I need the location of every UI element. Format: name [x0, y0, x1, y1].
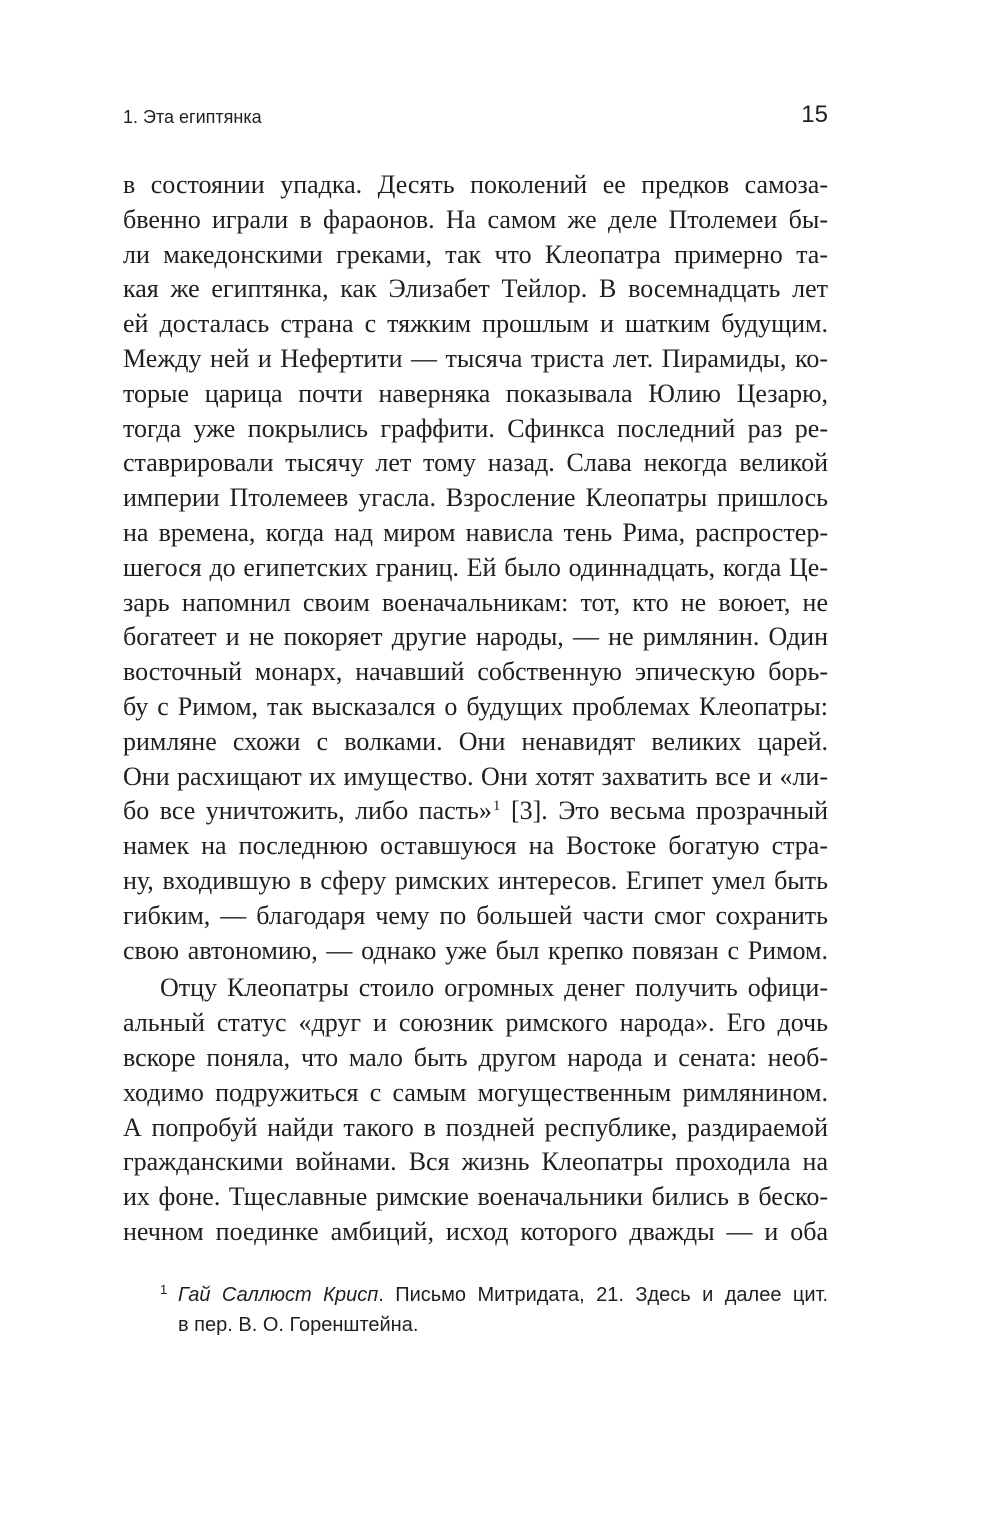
text-line: империи Птолемеев угасла. Взросление Клеопатры пришлось	[123, 483, 828, 513]
text-line: Отцу Клеопатры стоило огромных денег получить офици-	[160, 973, 828, 1003]
text-line: ли македонскими греками, так что Клеопатра примерно та-	[123, 239, 828, 269]
footnote-author: Гай Саллюст Крисп	[178, 1284, 379, 1306]
text-line: вскоре поняла, что мало быть другом народа и сената: необ-	[123, 1042, 828, 1072]
footnote-text: . Письмо Митридата, 21. Здесь и далее цит.	[378, 1284, 829, 1306]
text-line: их фоне. Тщеславные римские военачальники бились в беско-	[123, 1182, 828, 1212]
text-line: римляне схожи с волками. Они ненавидят великих царей.	[123, 726, 828, 756]
text-line: гибким, — благодаря чему по большей части смог сохранить	[123, 900, 828, 930]
text-line: Они расхищают их имущество. Они хотят захватить все и «ли-	[123, 761, 828, 791]
text-line: восточный монарх, начавший собственную эпическую борь-	[123, 657, 828, 687]
text-line: бу с Римом, так высказался о будущих проблемах Клеопатры:	[123, 691, 828, 721]
text-line: ставрировали тысячу лет тому назад. Слава некогда великой	[123, 448, 828, 478]
text-line: ходимо подружиться с самым могущественным римлянином.	[123, 1077, 828, 1107]
text-line: гражданскими войнами. Вся жизнь Клеопатры проходила на	[123, 1147, 828, 1177]
text-line: в состоянии упадка. Десять поколений ее предков самоза-	[123, 170, 828, 199]
footnote	[160, 1280, 828, 1340]
chapter-running-head: 1. Эта египтянка	[123, 107, 262, 127]
text-line: торые царица почти наверняка показывала Юлию Цезарю,	[123, 378, 828, 408]
text-line: ну, входившую в сферу римских интересов. Египет умел быть	[123, 865, 828, 895]
text-segment: бо все уничтожить, либо пасть»	[123, 796, 492, 826]
main-text	[123, 168, 828, 1250]
text-line: А попробуй найди такого в поздней республике, раздираемой	[123, 1112, 828, 1142]
footnote-line: 1 Гай Саллюст Крисп. Письмо Митридата, 21. Здесь и далее цит.	[160, 1282, 829, 1306]
text-line: ей досталась страна с тяжким прошлым и шатким будущим.	[123, 309, 828, 339]
text-line: нечном поединке амбиций, исход которого дважды — и оба	[123, 1216, 828, 1246]
page-number: 15	[801, 101, 828, 128]
text-segment: [3]. Это весьма прозрачный	[500, 796, 828, 826]
text-line: свою автономию, — однако уже был крепко повязан с Римом.	[123, 935, 828, 965]
text-line: богатеет и не покоряет другие народы, — не римлянин. Один	[123, 622, 828, 652]
text-line: на времена, когда над миром нависла тень Рима, распростер-	[123, 517, 828, 547]
text-line: тогда уже покрылись граффити. Сфинкса последний раз ре-	[123, 413, 828, 443]
footnote-line: в пер. В. О. Горенштейна.	[178, 1314, 419, 1336]
text-line	[123, 794, 828, 829]
text-line: зарь напомнил своим военачальникам: тот, кто не воюет, не	[123, 587, 828, 617]
text-line: альный статус «друг и союзник римского народа». Его дочь	[123, 1008, 828, 1038]
text-line: намек на последнюю оставшуюся на Востоке богатую стра-	[123, 831, 828, 861]
text-line: Между ней и Нефертити — тысяча триста лет. Пирамиды, ко-	[123, 343, 828, 373]
text-line: кая же египтянка, как Элизабет Тейлор. В восемнадцать лет	[123, 274, 828, 304]
text-line: шегося до египетских границ. Ей было одиннадцать, когда Це-	[123, 552, 828, 582]
paragraph	[123, 168, 828, 968]
text-line: бвенно играли в фараонов. На самом же деле Птолемеи бы-	[123, 204, 828, 234]
paragraph	[123, 971, 828, 1249]
footnote-reference: 1	[492, 798, 501, 815]
